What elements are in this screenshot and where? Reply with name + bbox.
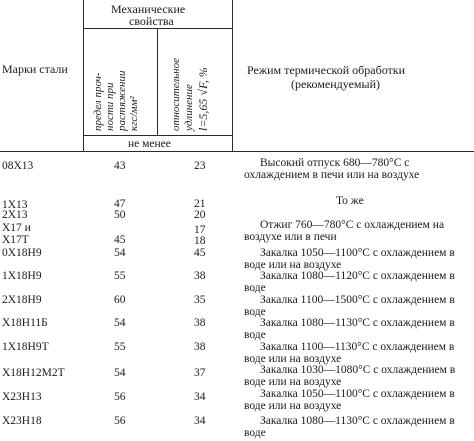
row4-elong: 45 <box>194 247 206 259</box>
rule-right-of-mech <box>232 0 233 151</box>
row6-grade: 2Х18Н9 <box>2 294 42 306</box>
rule-under-mech-title <box>83 28 233 29</box>
row8-mode: Закалка 1100—1130°С с охлаждением в воде или на воздухе <box>244 341 455 365</box>
strength-header-4: кгс/мм² <box>128 96 140 131</box>
row2-strength-b: 50 <box>114 209 126 221</box>
row6-strength: 60 <box>114 294 126 306</box>
row5-strength: 55 <box>114 270 126 282</box>
row3-strength: 45 <box>114 234 126 246</box>
row3-mode: Отжиг 760—780°С с охлаждением на воздухе или в печи <box>244 219 445 243</box>
row10-strength: 56 <box>114 391 126 403</box>
row2-strength-a: 47 <box>114 198 126 210</box>
row7-strength: 54 <box>114 317 126 329</box>
row9-grade: Х18Н12М2Т <box>2 367 65 379</box>
grade-header: Марки стали <box>2 62 68 76</box>
row5-mode: Закалка 1080—1120°С с охлаждением в воде <box>244 270 455 294</box>
row5-grade: 1Х18Н9 <box>2 270 42 282</box>
row11-elong: 34 <box>194 415 206 427</box>
row1-strength: 43 <box>114 160 126 172</box>
row10-elong: 34 <box>194 391 206 403</box>
row1-mode: Высокий отпуск 680—780°С с охлаждением в печи или на воздухе <box>244 157 420 181</box>
row4-mode: Закалка 1050—1100°С с охлаждением в воде или на воздухе <box>244 247 455 271</box>
elongation-header-3: l=5,65 √F, % <box>196 67 210 131</box>
elongation-header-1: относительное <box>170 58 182 131</box>
elongation-header-2: удлинение <box>183 84 195 131</box>
row3-grade-a: Х17 и <box>2 222 31 234</box>
row2-grade-b: 2Х13 <box>2 209 28 221</box>
strength-header-2: ности при <box>104 82 116 131</box>
row7-elong: 38 <box>194 317 206 329</box>
row5-elong: 38 <box>194 270 206 282</box>
row10-grade: Х23Н13 <box>2 391 42 403</box>
row8-grade: 1Х18Н9Т <box>2 341 49 353</box>
row3-grade-b: Х17Т <box>2 234 29 246</box>
row10-mode: Закалка 1050—1100°С с охлаждением в воде или на воздухе <box>244 388 455 412</box>
row8-elong: 38 <box>194 341 206 353</box>
row7-mode: Закалка 1080—1130°С с охлаждением в воде <box>244 317 455 341</box>
row6-elong: 35 <box>194 294 206 306</box>
row1-elong: 23 <box>194 160 206 172</box>
strength-header-1: предел проч- <box>92 72 104 131</box>
mech-title-line2: свойства <box>129 14 174 28</box>
row11-grade: Х23Н18 <box>2 415 42 427</box>
mode-header-2: (рекомендуемый) <box>291 77 381 91</box>
rule-between-props <box>157 28 158 135</box>
row2-grade-a: 1Х13 <box>2 199 28 211</box>
min-label: не менее <box>128 138 171 150</box>
rule-under-header <box>0 151 474 152</box>
mech-title-line1: Механические <box>111 2 186 16</box>
row2-elong-a: 21 <box>194 198 206 210</box>
rule-above-min-label <box>83 135 233 136</box>
row4-strength: 54 <box>114 247 126 259</box>
row2-mode: То же <box>336 195 364 207</box>
row7-grade: Х18Н11Б <box>2 317 48 329</box>
row4-grade: 0Х18Н9 <box>2 247 42 259</box>
mode-header-1: Режим термической обработки <box>247 63 406 77</box>
row3-elong-a: 17 <box>194 224 206 236</box>
row2-elong-b: 20 <box>194 209 206 221</box>
row1-grade: 08Х13 <box>2 160 34 172</box>
row9-mode: Закалка 1030—1080°С с охлаждением в воде или на воздухе <box>244 364 456 388</box>
row11-mode: Закалка 1080—1130°С с охлаждением в воде <box>244 415 455 439</box>
row9-strength: 54 <box>114 367 126 379</box>
row6-mode: Закалка 1100—1500°С с охлаждением в воде <box>244 294 455 318</box>
row11-strength: 56 <box>114 415 126 427</box>
row8-strength: 55 <box>114 341 126 353</box>
row9-elong: 37 <box>194 367 206 379</box>
row3-elong-b: 18 <box>194 235 206 247</box>
strength-header-3: растяжении <box>116 70 128 131</box>
rule-left-of-mech <box>83 0 84 151</box>
